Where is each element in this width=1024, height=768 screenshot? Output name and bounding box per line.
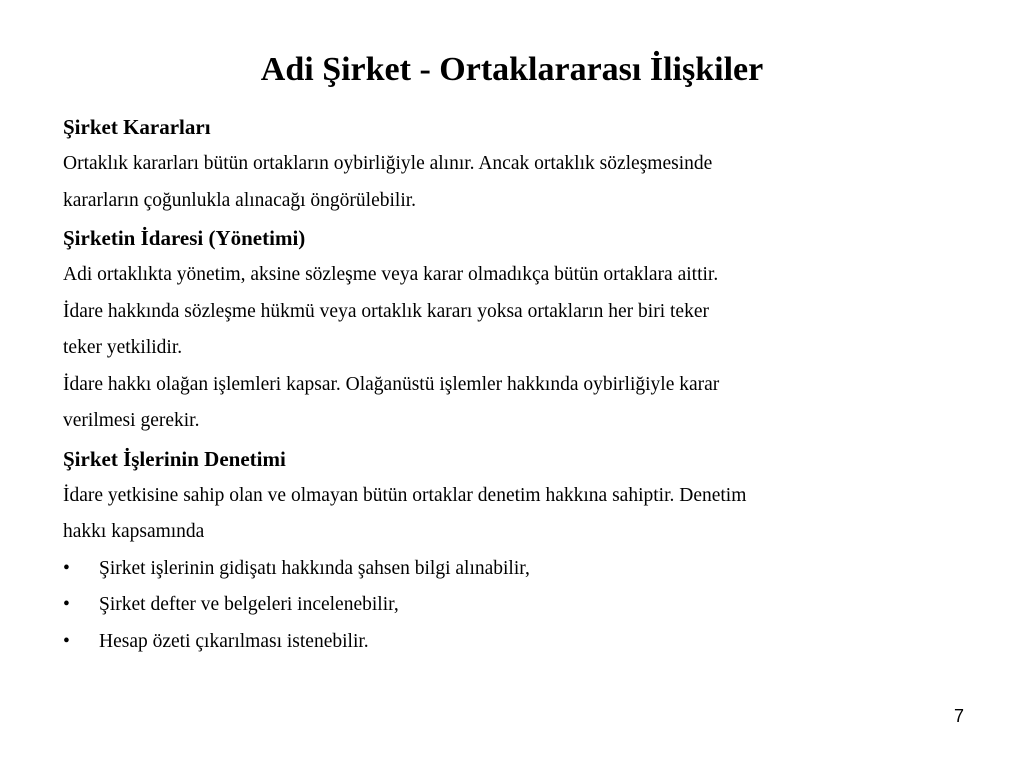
bullet-icon: • [63, 630, 70, 652]
bullet-text: Şirket işlerinin gidişatı hakkında şahsen bilgi alınabilir, [99, 557, 530, 579]
slide-content [63, 108, 983, 660]
bullet-icon: • [63, 594, 70, 615]
paragraph-line: teker yetkilidir. [63, 337, 183, 358]
section-heading-sirket-kararlari: Şirket Kararları [63, 115, 211, 139]
bullet-text: Hesap özeti çıkarılması istenebilir. [99, 630, 369, 652]
paragraph-line: İdare yetkisine sahip olan ve olmayan bütün ortaklar denetim hakkına sahiptir. Denetim [63, 484, 747, 506]
bullet-icon: • [63, 557, 70, 579]
paragraph-line: Adi ortaklıkta yönetim, aksine sözleşme veya karar olmadıkça bütün ortaklara aittir. [63, 264, 719, 285]
paragraph-line: İdare hakkında sözleşme hükmü veya ortaklık kararı yoksa ortakların her biri teker [63, 300, 709, 322]
page-number: 7 [953, 706, 964, 726]
slide-title: Adi Şirket - Ortaklararası İlişkiler [260, 51, 764, 88]
paragraph-line: verilmesi gerekir. [63, 410, 200, 431]
paragraph-line: Ortaklık kararları bütün ortakların oybirliğiyle alınır. Ancak ortaklık sözleşmesinde [63, 153, 713, 174]
bullet-item [63, 587, 983, 624]
paragraph-line: İdare hakkı olağan işlemleri kapsar. Olağanüstü işlemler hakkında oybirliğiyle karar [63, 373, 720, 395]
bullet-item [63, 551, 983, 588]
paragraph-line: kararların çoğunlukla alınacağı öngörülebilir. [63, 189, 417, 211]
section-heading-sirketin-idaresi: Şirketin İdaresi (Yönetimi) [63, 226, 306, 250]
bullet-text: Şirket defter ve belgeleri incelenebilir, [99, 594, 399, 615]
section-heading-sirket-islerinin-denetimi: Şirket İşlerinin Denetimi [63, 446, 286, 471]
paragraph-line: hakkı kapsamında [63, 521, 205, 542]
bullet-item [63, 624, 983, 661]
